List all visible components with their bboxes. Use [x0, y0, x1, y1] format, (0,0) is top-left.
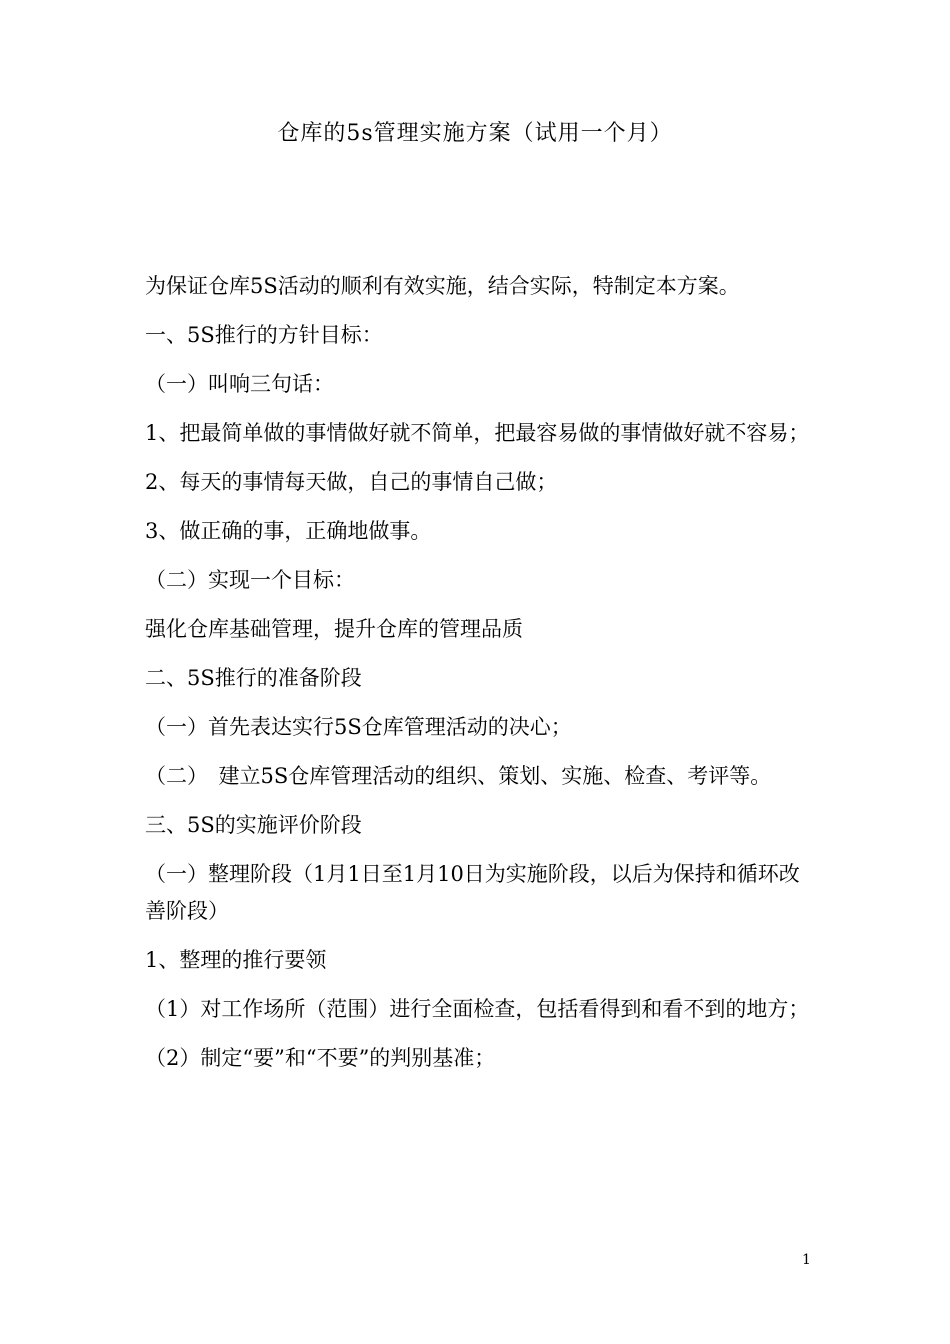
list-item-organize-1: （1）对工作场所（范围）进行全面检查，包括看得到和看不到的地方； — [145, 997, 810, 1021]
list-item-2: 2、每天的事情每天做，自己的事情自己做； — [145, 470, 558, 494]
list-item-1: 1、把最简单做的事情做好就不简单，把最容易做的事情做好就不容易； — [145, 421, 810, 445]
subheading-3-1: （一）整理阶段（1月1日至1月10日为实施阶段，以后为保持和循环改善阶段） — [145, 862, 800, 923]
page-number: 1 — [802, 1252, 811, 1268]
list-item-3: 3、做正确的事，正确地做事。 — [145, 519, 432, 543]
subheading-2-2: （二） 建立5S仓库管理活动的组织、策划、实施、检查、考评等。 — [145, 764, 772, 788]
paragraph-intro: 为保证仓库5S活动的顺利有效实施，结合实际，特制定本方案。 — [145, 274, 740, 298]
heading-section-2: 二、5S推行的准备阶段 — [145, 666, 362, 690]
heading-section-1: 一、5S推行的方针目标： — [145, 323, 383, 347]
list-item-organize: 1、整理的推行要领 — [145, 948, 327, 972]
paragraph-goal: 强化仓库基础管理，提升仓库的管理品质 — [145, 617, 523, 641]
document-title: 仓库的5s管理实施方案（试用一个月） — [277, 121, 673, 146]
subheading-1-1: （一）叫响三句话： — [145, 372, 334, 396]
list-item-organize-2: （2）制定“要”和“不要”的判别基准； — [145, 1046, 496, 1070]
subheading-2-1: （一）首先表达实行5S仓库管理活动的决心； — [145, 715, 572, 739]
subheading-1-2: （二）实现一个目标： — [145, 568, 355, 592]
heading-section-3: 三、5S的实施评价阶段 — [145, 813, 362, 837]
document-body — [145, 268, 817, 1089]
